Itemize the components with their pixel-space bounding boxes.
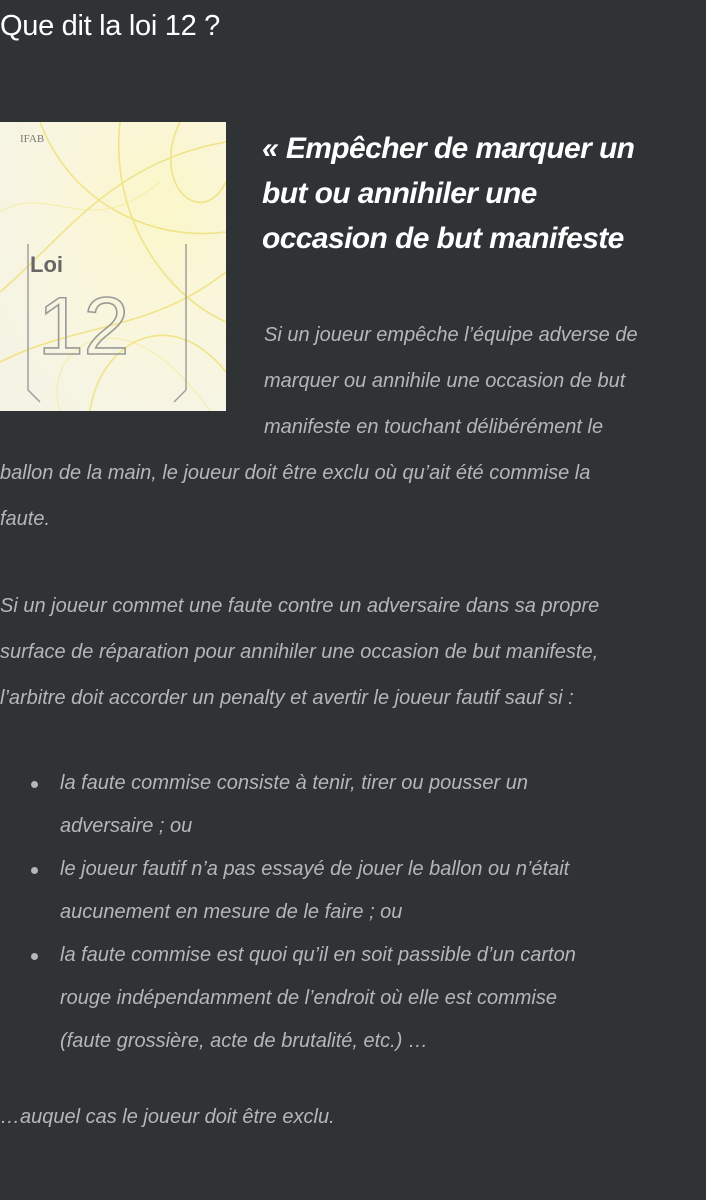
paragraph-1-line: Si un joueur empêche l’équipe adverse de (264, 324, 638, 346)
list-item-line: la faute commise consiste à tenir, tirer ou pousser un (60, 772, 529, 794)
paragraph-1-line: ballon de la main, le joueur doit être exclu où qu’ait été commise la (0, 462, 591, 484)
list-item (0, 934, 576, 1063)
list-item-line: la faute commise est quoi qu’il en soit passible d’un carton (60, 944, 576, 966)
bullet-icon (31, 867, 38, 874)
list-item-line: rouge indépendamment de l’endroit où elle est commise (60, 987, 557, 1009)
bullet-icon (31, 953, 38, 960)
cover-artwork (0, 122, 226, 411)
conclusion: …auquel cas le joueur doit être exclu. (0, 1106, 335, 1128)
quote-line: but ou annihiler une (262, 177, 537, 210)
paragraph-1-line: faute. (0, 508, 51, 530)
list-item-line: le joueur fautif n’a pas essayé de jouer le ballon ou n’était (60, 858, 570, 880)
page-heading: Que dit la loi 12 ? (0, 10, 220, 42)
list-item-line: (faute grossière, acte de brutalité, etc.) … (60, 1030, 428, 1052)
paragraph-2-line: surface de réparation pour annihiler une occasion de but manifeste, (0, 641, 599, 663)
paragraph-1-line: marquer ou annihile une occasion de but (264, 370, 626, 392)
exceptions-list (0, 762, 576, 1063)
cover-brand: IFAB (20, 133, 45, 145)
law-quote (262, 126, 692, 261)
cover-loi-number: 12 (38, 281, 130, 372)
quote-line: « Empêcher de marquer un (262, 132, 635, 165)
list-item (0, 848, 576, 934)
bullet-icon (31, 781, 38, 788)
quote-line: occasion de but manifeste (262, 222, 624, 255)
list-item (0, 762, 576, 848)
paragraph-2-line: l’arbitre doit accorder un penalty et avertir le joueur fautif sauf si : (0, 687, 574, 709)
loi-12-cover-image (0, 122, 226, 411)
cover-loi-label: Loi (30, 252, 63, 277)
list-item-line: aucunement en mesure de le faire ; ou (60, 901, 403, 923)
paragraph-2-line: Si un joueur commet une faute contre un adversaire dans sa propre (0, 595, 600, 617)
paragraph-1-line: manifeste en touchant délibérément le (264, 416, 604, 438)
list-item-line: adversaire ; ou (60, 815, 193, 837)
